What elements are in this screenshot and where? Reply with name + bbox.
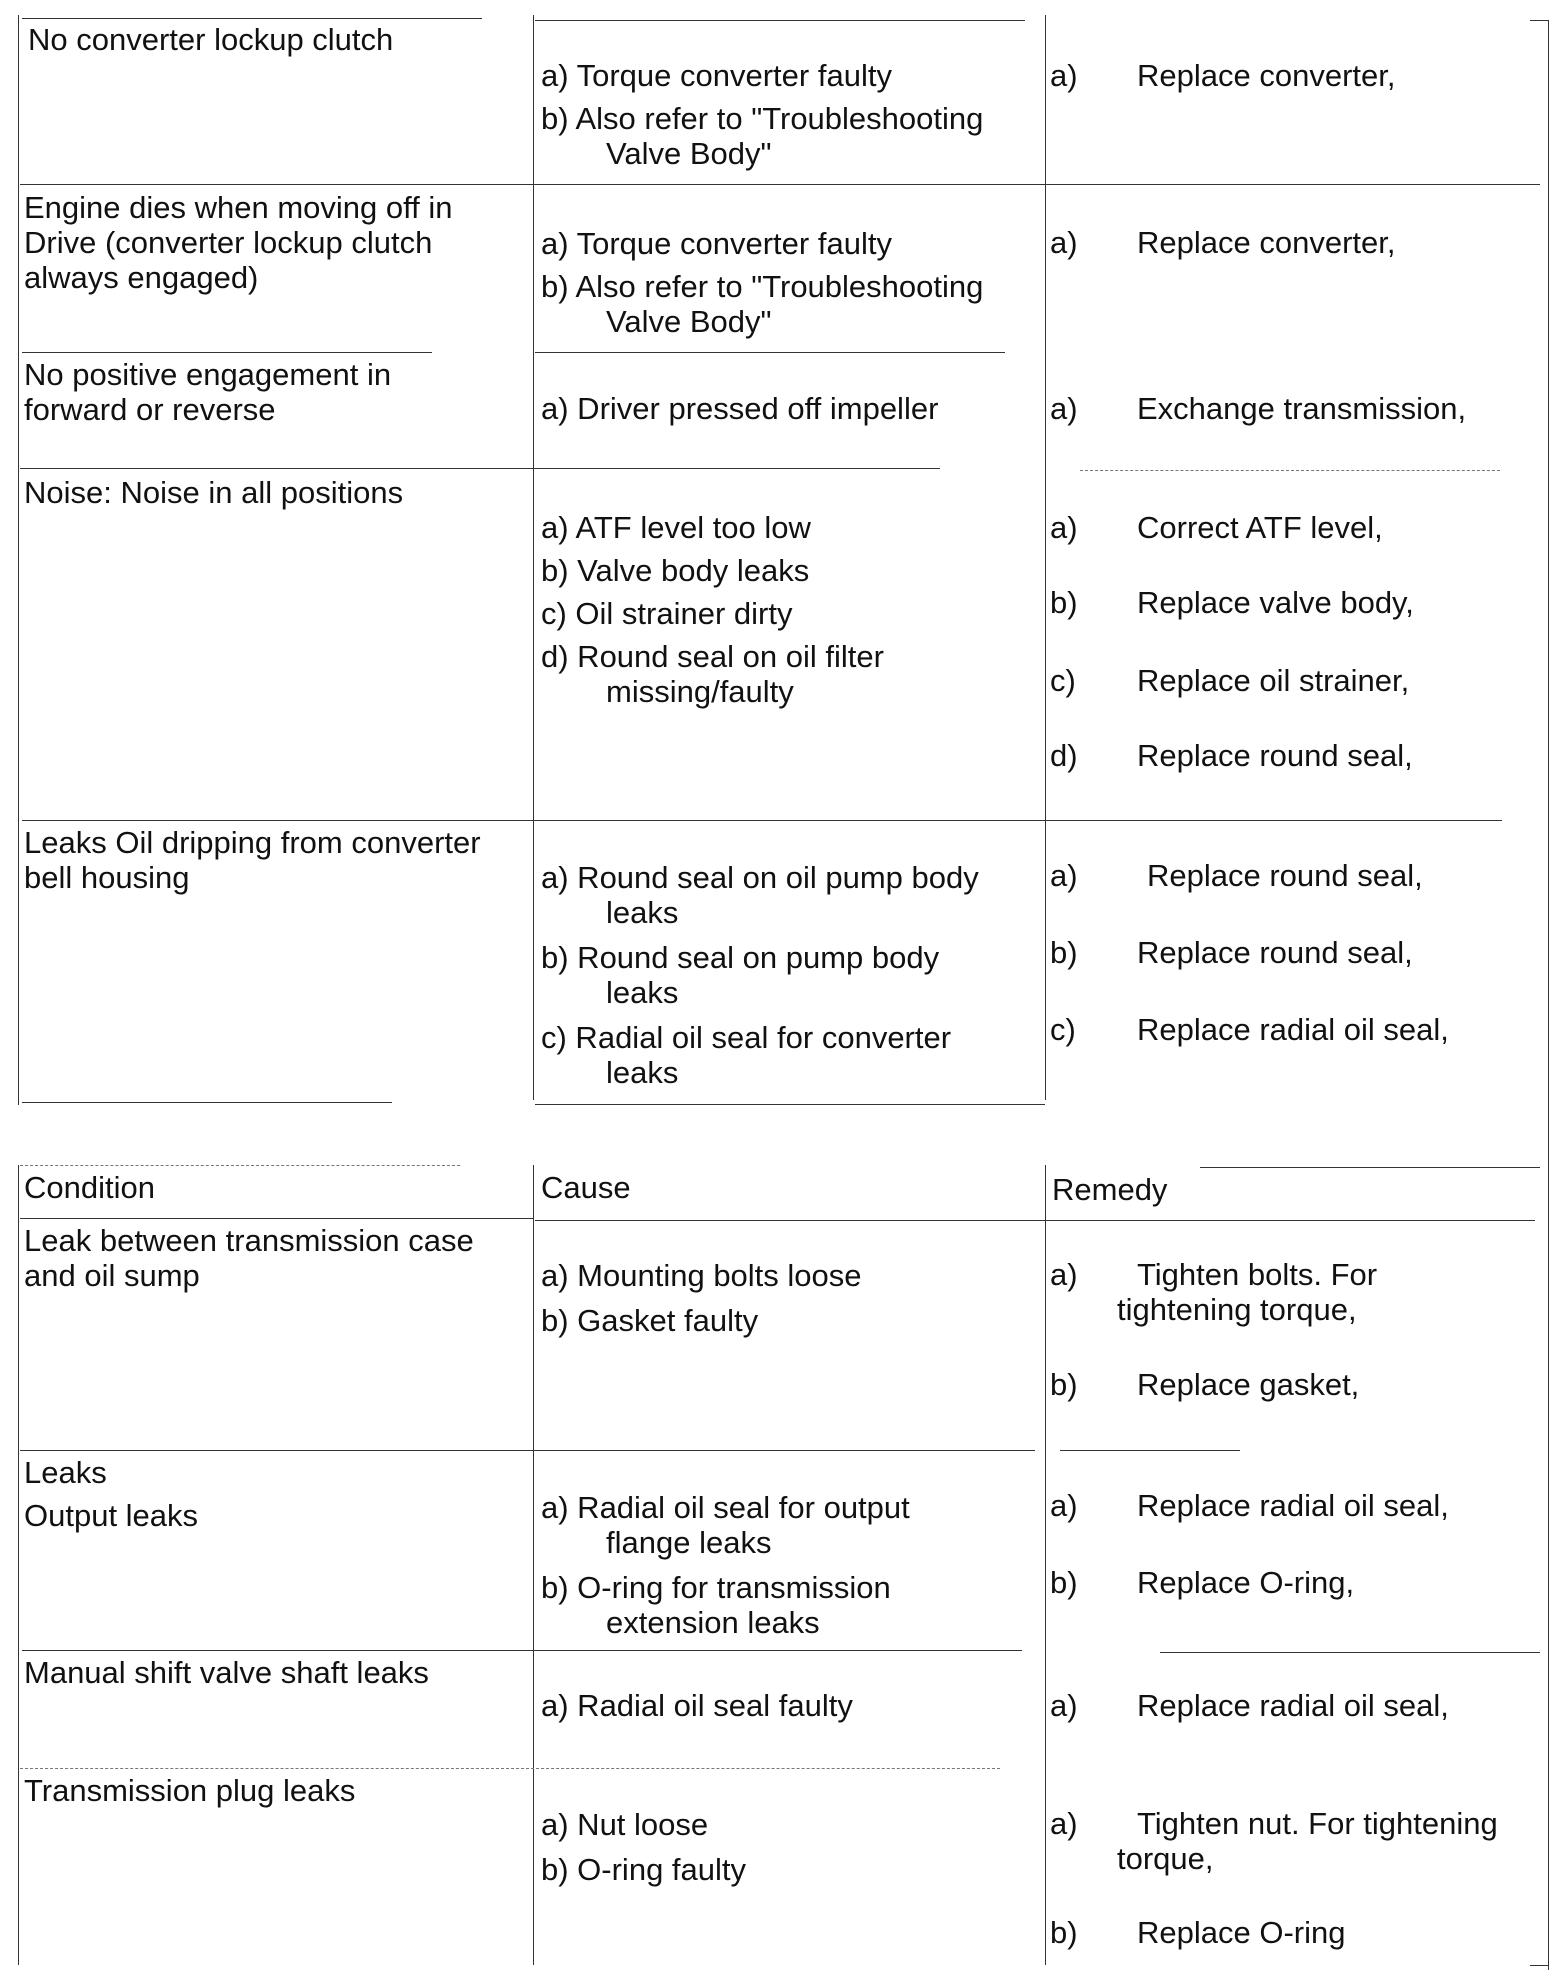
table-rule	[20, 1450, 1035, 1451]
table-rule	[535, 1104, 1045, 1105]
table-rule	[1530, 20, 1548, 21]
remedy-letter: c)	[1050, 1012, 1076, 1047]
cause-line: a) Round seal on oil pump body	[541, 860, 979, 895]
cause-line: b) Also refer to "Troubleshooting	[541, 269, 984, 304]
table-rule	[535, 1220, 1535, 1221]
condition-cell	[28, 22, 393, 57]
cause-line-continued: extension leaks	[606, 1605, 820, 1640]
cause-line: a) Radial oil seal faulty	[541, 1688, 853, 1723]
remedy-letter: a)	[1050, 1257, 1078, 1292]
table-rule	[1548, 20, 1549, 1970]
condition-cell	[24, 190, 453, 295]
remedy-letter: a)	[1050, 391, 1078, 426]
remedy-text: Replace round seal,	[1137, 738, 1413, 773]
remedy-line: torque,	[1117, 1841, 1214, 1876]
cause-line: c) Radial oil seal for converter	[541, 1020, 952, 1055]
condition-line: Engine dies when moving off in	[24, 190, 453, 225]
cause-line: b) Round seal on pump body	[541, 940, 940, 975]
cause-line-continued: leaks	[606, 895, 679, 930]
table-rule	[535, 20, 1025, 21]
cause-line: c) Oil strainer dirty	[541, 596, 793, 631]
remedy-text: Replace converter,	[1137, 58, 1396, 93]
table-rule	[20, 1218, 533, 1219]
cause-cell	[541, 58, 983, 171]
cause-cell	[541, 1258, 862, 1338]
cause-line-continued: flange leaks	[606, 1525, 772, 1560]
condition-line: Noise: Noise in all positions	[24, 475, 404, 510]
table-rule	[1530, 1965, 1548, 1966]
table-rule	[535, 352, 1005, 353]
remedy-text: Replace oil strainer,	[1137, 663, 1410, 698]
remedy-text: Replace O-ring,	[1137, 1565, 1355, 1600]
remedy-letter: c)	[1050, 663, 1076, 698]
cause-line: a) Mounting bolts loose	[541, 1258, 862, 1293]
cause-line: b) Also refer to "Troubleshooting	[541, 101, 984, 136]
condition-cell	[24, 357, 391, 427]
table-rule	[20, 184, 1540, 185]
condition-cell	[24, 1455, 198, 1533]
remedy-letter: d)	[1050, 738, 1078, 773]
remedy-letter: a)	[1050, 58, 1078, 93]
cause-line: a) Driver pressed off impeller	[541, 391, 939, 426]
remedy-line: Tighten nut. For tightening	[1137, 1806, 1498, 1841]
cause-line: a) Radial oil seal for output	[541, 1490, 910, 1525]
condition-cell	[24, 1223, 474, 1293]
condition-line: Manual shift valve shaft leaks	[24, 1655, 429, 1690]
condition-line: Drive (converter lockup clutch	[24, 225, 433, 260]
column-header-remedy: Remedy	[1052, 1172, 1168, 1207]
cause-cell	[541, 860, 979, 1090]
table-rule	[20, 468, 940, 469]
cause-line-continued: Valve Body"	[606, 304, 772, 339]
table-rule	[18, 15, 19, 1105]
remedy-letter: a)	[1050, 1488, 1078, 1523]
table-rule	[1045, 1165, 1046, 1965]
remedy-line: Tighten bolts. For	[1137, 1257, 1378, 1292]
cause-line-continued: Valve Body"	[606, 136, 772, 171]
remedy-letter: a)	[1050, 1688, 1078, 1723]
remedy-text: Replace round seal,	[1137, 935, 1413, 970]
remedy-letter: a)	[1050, 858, 1078, 893]
remedy-text: Replace gasket,	[1137, 1367, 1360, 1402]
remedy-letter: b)	[1050, 1915, 1078, 1950]
condition-line: forward or reverse	[24, 392, 276, 427]
table-rule	[1200, 1167, 1540, 1168]
table-rule	[1080, 470, 1500, 471]
condition-line: Output leaks	[24, 1498, 199, 1533]
remedy-text	[1117, 1806, 1498, 1876]
table-rule	[22, 352, 432, 353]
cause-line: a) Torque converter faulty	[541, 58, 892, 93]
condition-line: always engaged)	[24, 260, 259, 295]
remedy-text: Replace O-ring	[1137, 1915, 1346, 1950]
condition-line: Transmission plug leaks	[24, 1773, 356, 1808]
table-rule	[1045, 15, 1046, 1100]
cause-line-continued: leaks	[606, 1055, 679, 1090]
remedy-letter: b)	[1050, 1565, 1078, 1600]
remedy-letter: a)	[1050, 225, 1078, 260]
remedy-text: Replace valve body,	[1137, 585, 1414, 620]
condition-line: and oil sump	[24, 1258, 200, 1293]
remedy-text: Replace radial oil seal,	[1137, 1688, 1449, 1723]
column-header-condition: Condition	[24, 1170, 155, 1205]
condition-cell	[24, 825, 481, 895]
remedy-letter: b)	[1050, 935, 1078, 970]
column-header-cause: Cause	[541, 1170, 631, 1205]
remedy-letter: b)	[1050, 1367, 1078, 1402]
cause-cell	[541, 1490, 910, 1640]
remedy-text	[1117, 1257, 1377, 1327]
remedy-text: Replace radial oil seal,	[1137, 1012, 1449, 1047]
cause-line: b) O-ring faulty	[541, 1852, 747, 1887]
remedy-line: tightening torque,	[1117, 1292, 1357, 1327]
condition-line: bell housing	[24, 860, 190, 895]
remedy-text: Correct ATF level,	[1137, 510, 1383, 545]
remedy-text: Replace round seal,	[1147, 858, 1423, 893]
table-rule	[22, 1102, 392, 1103]
cause-line: a) Torque converter faulty	[541, 226, 892, 261]
table-rule	[22, 18, 482, 19]
table-rule	[1060, 1450, 1240, 1451]
table-rule	[22, 820, 1502, 821]
condition-line: No converter lockup clutch	[28, 22, 394, 57]
cause-cell	[541, 510, 884, 709]
table-rule	[20, 1768, 1000, 1769]
remedy-text: Replace radial oil seal,	[1137, 1488, 1449, 1523]
table-rule	[22, 1650, 1022, 1651]
table-rule	[20, 1165, 460, 1166]
condition-line: Leaks	[24, 1455, 107, 1490]
table-rule	[1160, 1652, 1540, 1653]
remedy-letter: a)	[1050, 510, 1078, 545]
cause-line: a) ATF level too low	[541, 510, 811, 545]
condition-line: No positive engagement in	[24, 357, 392, 392]
table-rule	[18, 1165, 19, 1965]
table-rule	[533, 15, 534, 1100]
condition-line: Leaks Oil dripping from converter	[24, 825, 481, 860]
cause-line: b) O-ring for transmission	[541, 1570, 891, 1605]
cause-line: b) Valve body leaks	[541, 553, 810, 588]
cause-cell	[541, 1807, 746, 1887]
cause-line: a) Nut loose	[541, 1807, 709, 1842]
cause-line-continued: missing/faulty	[606, 674, 794, 709]
table-rule	[533, 1165, 534, 1965]
remedy-text: Replace converter,	[1137, 225, 1396, 260]
cause-line: d) Round seal on oil filter	[541, 639, 884, 674]
remedy-letter: a)	[1050, 1806, 1078, 1841]
cause-cell	[541, 226, 983, 339]
condition-line: Leak between transmission case	[24, 1223, 474, 1258]
cause-line: b) Gasket faulty	[541, 1303, 759, 1338]
cause-line-continued: leaks	[606, 975, 679, 1010]
remedy-text: Exchange transmission,	[1137, 391, 1467, 426]
remedy-letter: b)	[1050, 585, 1078, 620]
